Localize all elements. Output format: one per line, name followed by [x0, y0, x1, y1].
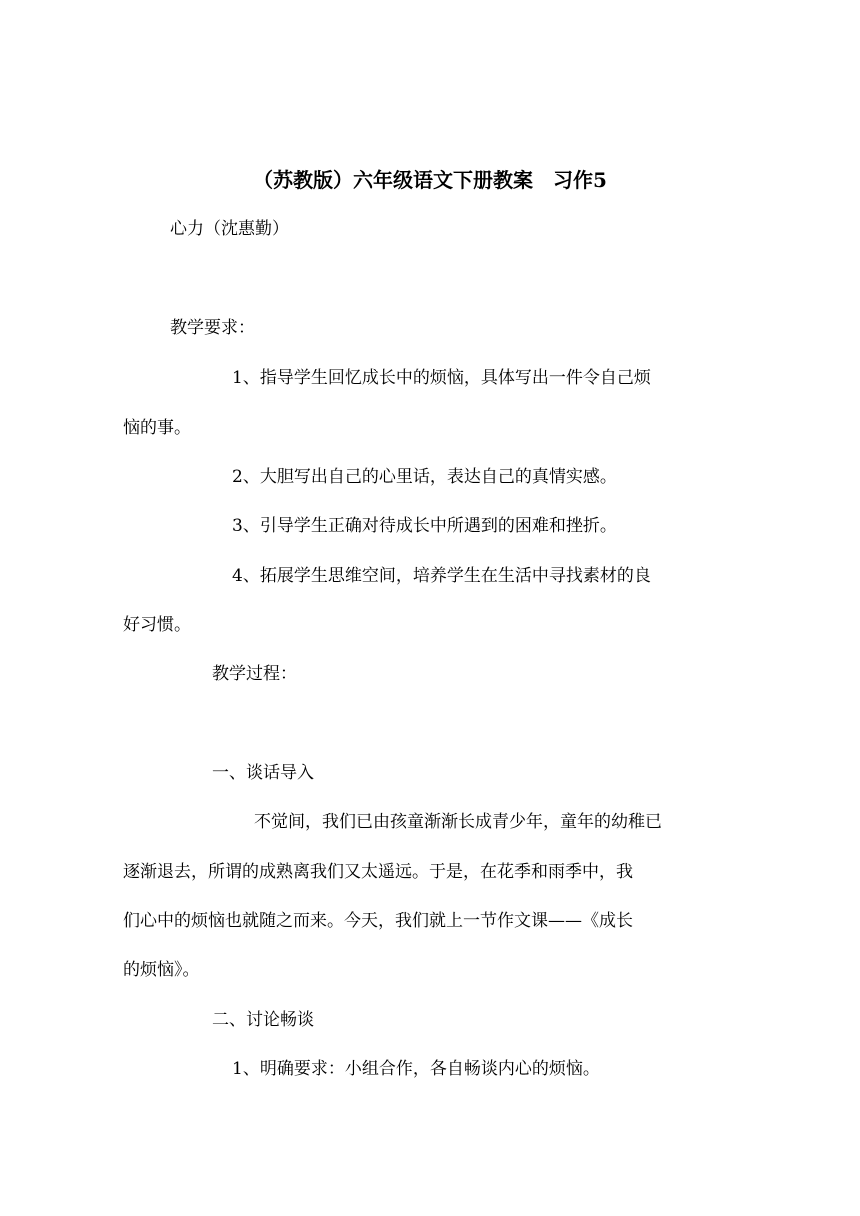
section-1-paragraph-line-1: 不觉间，我们已由孩童渐渐长成青少年，童年的幼稚已 — [254, 812, 662, 832]
requirement-4-line-1: 4、拓展学生思维空间，培养学生在生活中寻找素材的良 — [232, 566, 651, 586]
section-2-item-1: 1、明确要求：小组合作，各自畅谈内心的烦恼。 — [232, 1059, 600, 1079]
section-1-paragraph-line-3: 们心中的烦恼也就随之而来。今天，我们就上一节作文课——《成长 — [123, 911, 633, 931]
requirement-3: 3、引导学生正确对待成长中所遇到的困难和挫折。 — [232, 516, 617, 536]
section-2-heading: 二、讨论畅谈 — [212, 1010, 314, 1030]
section-1-heading: 一、谈话导入 — [212, 763, 314, 783]
document-title: （苏教版）六年级语文下册教案 习作5 — [253, 168, 607, 192]
requirement-4-line-2: 好习惯。 — [123, 615, 191, 635]
requirement-1-line-1: 1、指导学生回忆成长中的烦恼，具体写出一件令自己烦 — [232, 368, 651, 388]
requirement-2: 2、大胆写出自己的心里话，表达自己的真情实感。 — [232, 467, 617, 487]
section-1-paragraph-line-4: 的烦恼》。 — [123, 960, 200, 980]
process-heading: 教学过程： — [212, 664, 297, 684]
section-1-paragraph-line-2: 逐渐退去，所谓的成熟离我们又太遥远。于是，在花季和雨季中，我 — [123, 862, 633, 882]
author-line: 心力（沈惠勤） — [170, 219, 289, 239]
requirements-heading: 教学要求： — [170, 318, 255, 338]
requirement-1-line-2: 恼的事。 — [123, 418, 191, 438]
